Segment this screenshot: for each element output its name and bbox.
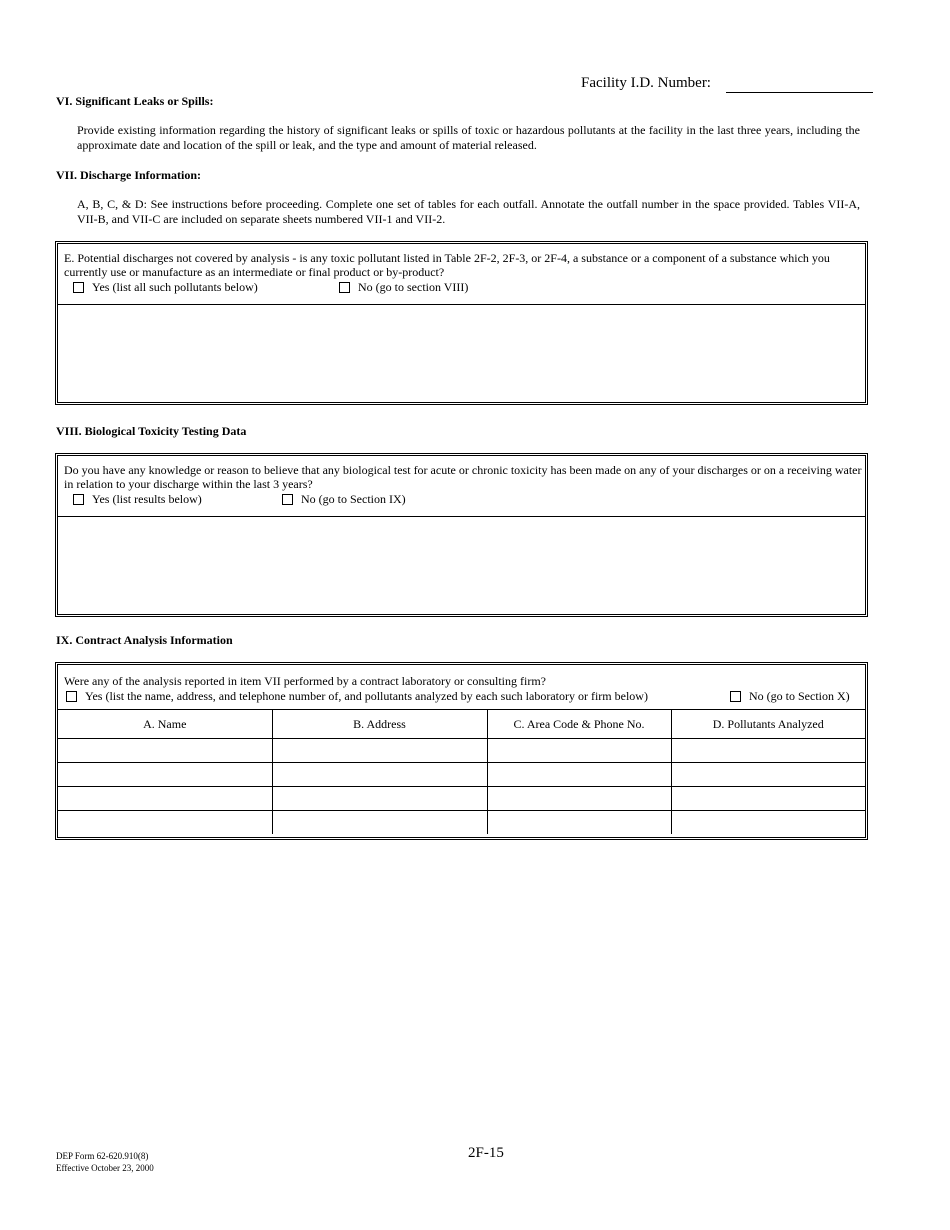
pollutants-cell[interactable] (671, 787, 865, 811)
toxicity-testing-yes-option[interactable] (73, 492, 202, 506)
form-number: DEP Form 62-620.910(8) (56, 1151, 149, 1161)
potential-discharges-question: E. Potential discharges not covered by analysis - is any toxic pollutant listed in Table 2F-2, 2F-3, or 2F-4, a substance or a component of a substance which you currently use or manufacture as an intermediate or final product or by-product? (64, 251, 830, 279)
potential-discharges-no-label: No (go to section VIII) (358, 280, 469, 294)
phone-cell[interactable] (487, 787, 671, 811)
address-cell[interactable] (272, 811, 487, 835)
contract-analysis-no-option[interactable] (730, 689, 850, 703)
pollutants-cell[interactable] (671, 739, 865, 763)
table-row (58, 763, 865, 787)
name-cell[interactable] (58, 811, 272, 835)
toxicity-testing-question: Do you have any knowledge or reason to believe that any biological test for acute or chronic toxicity has been made on any of your discharges or on a receiving water in relation to your discharge within the last 3 years? (64, 463, 862, 491)
potential-discharges-box (55, 241, 868, 405)
section-vii-heading: VII. Discharge Information: (56, 168, 201, 182)
toxicity-testing-question-area (58, 456, 865, 517)
potential-discharges-answer-area[interactable] (58, 305, 865, 402)
potential-discharges-no-option[interactable] (339, 280, 468, 294)
toxicity-testing-answer-area[interactable] (58, 517, 865, 614)
toxicity-testing-yes-label: Yes (list results below) (92, 492, 202, 506)
column-header-phone: C. Area Code & Phone No. (487, 710, 671, 739)
facility-id-field[interactable] (726, 92, 873, 93)
form-footer (56, 1150, 154, 1174)
pollutants-cell[interactable] (671, 811, 865, 835)
column-header-pollutants: D. Pollutants Analyzed (671, 710, 865, 739)
section-vii-text: A, B, C, & D: See instructions before proceeding. Complete one set of tables for each outfall. Annotate the outfall number in the space provided. Tables VII-A, VII-B, and VII-C are included on separate sheets numbered VII-1 and VII-2. (77, 197, 860, 226)
contract-analysis-question-area (58, 665, 865, 705)
table-row (58, 739, 865, 763)
column-header-address: B. Address (272, 710, 487, 739)
contract-analysis-question: Were any of the analysis reported in item VII performed by a contract laboratory or consulting firm? (64, 674, 546, 688)
phone-cell[interactable] (487, 811, 671, 835)
toxicity-testing-box (55, 453, 868, 617)
no-checkbox[interactable] (339, 282, 350, 293)
yes-checkbox[interactable] (73, 282, 84, 293)
section-viii-heading: VIII. Biological Toxicity Testing Data (56, 424, 247, 438)
phone-cell[interactable] (487, 739, 671, 763)
name-cell[interactable] (58, 763, 272, 787)
facility-id-label: Facility I.D. Number: (581, 75, 711, 91)
potential-discharges-question-area (58, 244, 865, 305)
section-vi-text: Provide existing information regarding the history of significant leaks or spills of toxic or hazardous pollutants at the facility in the last three years, including the approximate date and location of the spill or leak, and the type and amount of material released. (77, 123, 860, 152)
name-cell[interactable] (58, 787, 272, 811)
section-vi-heading: VI. Significant Leaks or Spills: (56, 94, 214, 108)
toxicity-testing-no-label: No (go to Section IX) (301, 492, 406, 506)
phone-cell[interactable] (487, 763, 671, 787)
no-checkbox[interactable] (730, 691, 741, 702)
yes-checkbox[interactable] (66, 691, 77, 702)
column-header-name: A. Name (58, 710, 272, 739)
potential-discharges-yes-option[interactable] (73, 280, 258, 294)
contract-analysis-yes-label: Yes (list the name, address, and telephone number of, and pollutants analyzed by each such laboratory or firm below) (85, 689, 648, 703)
table-row (58, 811, 865, 835)
address-cell[interactable] (272, 739, 487, 763)
table-header-row (58, 710, 865, 739)
effective-date: Effective October 23, 2000 (56, 1163, 154, 1173)
address-cell[interactable] (272, 763, 487, 787)
address-cell[interactable] (272, 787, 487, 811)
contract-analysis-yes-option[interactable] (66, 689, 648, 703)
toxicity-testing-no-option[interactable] (282, 492, 406, 506)
contract-laboratory-table (58, 709, 865, 834)
no-checkbox[interactable] (282, 494, 293, 505)
page-number: 2F-15 (468, 1145, 504, 1161)
contract-analysis-box (55, 662, 868, 840)
table-row (58, 787, 865, 811)
name-cell[interactable] (58, 739, 272, 763)
section-ix-heading: IX. Contract Analysis Information (56, 633, 233, 647)
potential-discharges-yes-label: Yes (list all such pollutants below) (92, 280, 258, 294)
contract-analysis-no-label: No (go to Section X) (749, 689, 850, 703)
yes-checkbox[interactable] (73, 494, 84, 505)
pollutants-cell[interactable] (671, 763, 865, 787)
